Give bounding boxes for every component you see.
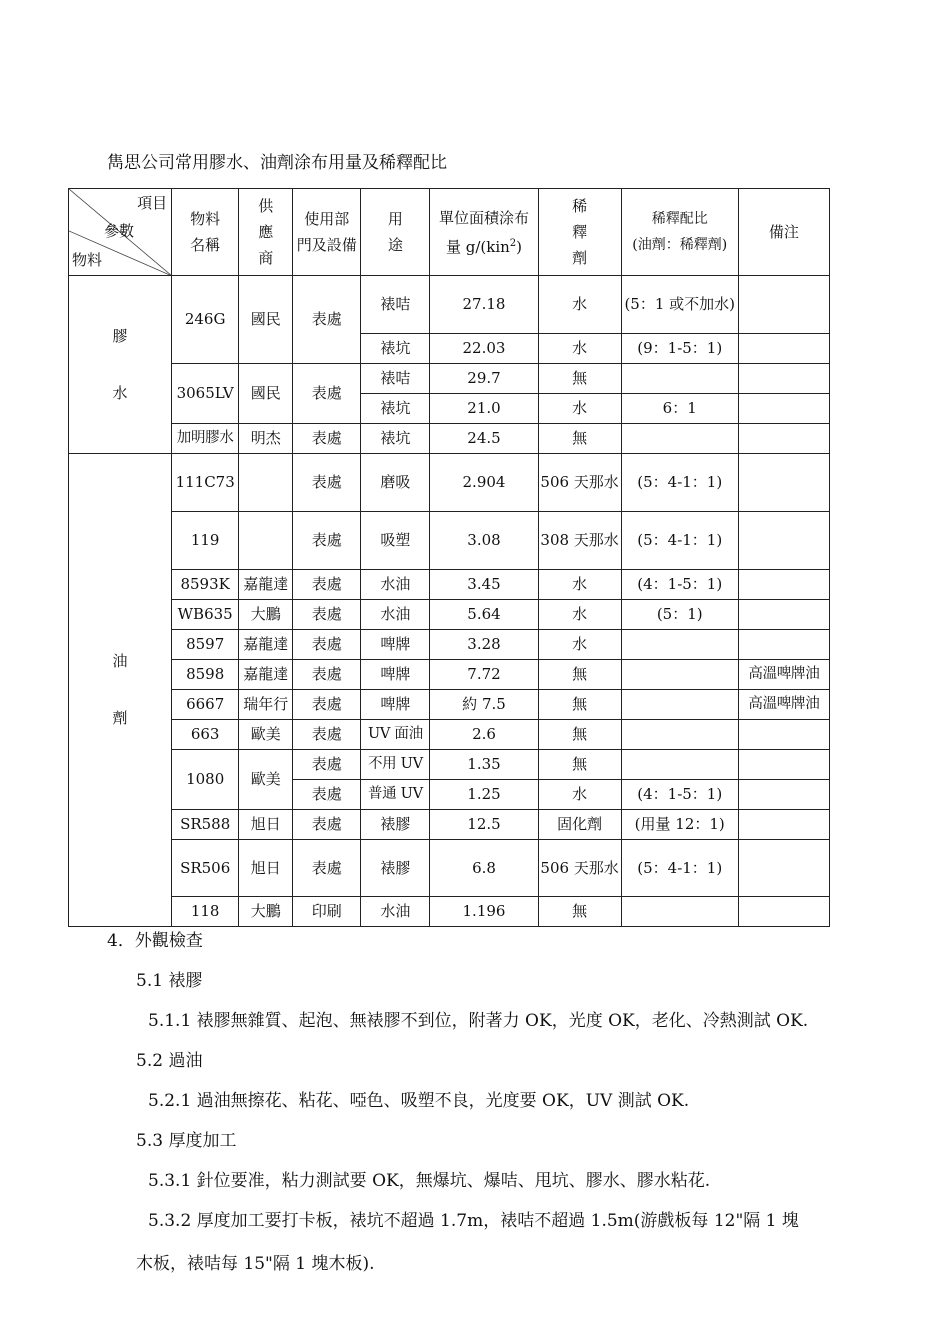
cell-supplier: [239, 512, 293, 570]
cell-note: [738, 394, 829, 424]
cell-dept: 表處: [293, 690, 361, 720]
cell-diluent: 水: [538, 276, 621, 334]
cell-dept: 表處: [293, 600, 361, 630]
cell-dept: 表處: [293, 660, 361, 690]
cell-name: WB635: [172, 600, 239, 630]
header-amount: 單位面積涂布 量 g/(kin$^2$): [430, 189, 538, 276]
cell-dept: 表處: [293, 570, 361, 600]
table-row: [69, 364, 830, 394]
cell-note: [738, 512, 829, 570]
cell-use: 吸塑: [361, 512, 430, 570]
cell-note: 高溫啤牌油: [738, 690, 829, 720]
table-row: [69, 276, 830, 334]
cell-use: 裱膠: [361, 840, 430, 897]
cell-note: [738, 630, 829, 660]
table-row: [69, 750, 830, 780]
cell-name: 8597: [172, 630, 239, 660]
cell-dept: 表處: [293, 750, 361, 780]
cell-dept: 表處: [293, 720, 361, 750]
cell-amount: 3.08: [430, 512, 538, 570]
cell-supplier: 歐美: [239, 750, 293, 810]
cell-use: 水油: [361, 897, 430, 927]
cell-amount: 約 7.5: [430, 690, 538, 720]
table-row: [69, 600, 830, 630]
cell-diluent: 無: [538, 750, 621, 780]
cell-ratio: [621, 364, 738, 394]
cell-ratio: (4：1-5：1): [621, 780, 738, 810]
cell-supplier: 嘉龍達: [239, 660, 293, 690]
cell-ratio: [621, 660, 738, 690]
header-department: 使用部 門及設備: [293, 189, 361, 276]
cell-dept: 表處: [293, 630, 361, 660]
cell-dept: 表處: [293, 454, 361, 512]
cell-diluent: 無: [538, 897, 621, 927]
cell-note: [738, 720, 829, 750]
cell-supplier: [239, 454, 293, 512]
table-header-row: [69, 189, 830, 276]
cell-diluent: 無: [538, 364, 621, 394]
cell-use: 水油: [361, 600, 430, 630]
cell-use: 啤牌: [361, 660, 430, 690]
cell-note: [738, 897, 829, 927]
cell-ratio: [621, 897, 738, 927]
cell-note: [738, 750, 829, 780]
header-material-label: 物料: [72, 251, 103, 269]
cell-ratio: (5：4-1：1): [621, 840, 738, 897]
cell-dept: 表處: [293, 424, 361, 454]
cell-amount: 27.18: [430, 276, 538, 334]
section-4-heading: 4．外觀檢查: [107, 931, 203, 951]
cell-ratio: 6：1: [621, 394, 738, 424]
cell-ratio: (用量 12：1): [621, 810, 738, 840]
cell-use: 啤牌: [361, 630, 430, 660]
cell-diluent: 水: [538, 780, 621, 810]
cell-dept: 表處: [293, 810, 361, 840]
cell-diluent: 無: [538, 690, 621, 720]
cell-supplier: 瑞年行: [239, 690, 293, 720]
cell-ratio: [621, 630, 738, 660]
cell-use: 裱咭: [361, 276, 430, 334]
cell-diluent: 506 天那水: [538, 840, 621, 897]
cell-dept: 表處: [293, 780, 361, 810]
cell-use: 水油: [361, 570, 430, 600]
cell-amount: 2.904: [430, 454, 538, 512]
usage-table: [68, 188, 830, 927]
table-row: [69, 512, 830, 570]
cell-use: 啤牌: [361, 690, 430, 720]
cell-diluent: 506 天那水: [538, 454, 621, 512]
cell-amount: 29.7: [430, 364, 538, 394]
cell-note: [738, 364, 829, 394]
cell-note: [738, 334, 829, 364]
cell-amount: 5.64: [430, 600, 538, 630]
cell-dept: 表處: [293, 364, 361, 424]
cell-diluent: 水: [538, 334, 621, 364]
cell-diluent: 水: [538, 570, 621, 600]
cell-amount: 1.25: [430, 780, 538, 810]
cell-note: [738, 276, 829, 334]
cell-use: 裱膠: [361, 810, 430, 840]
cell-ratio: [621, 690, 738, 720]
cell-amount: 22.03: [430, 334, 538, 364]
header-diluent: 稀 釋 劑: [538, 189, 621, 276]
cell-amount: 3.45: [430, 570, 538, 600]
cell-dept: 表處: [293, 276, 361, 364]
cell-amount: 1.35: [430, 750, 538, 780]
cell-diluent: 水: [538, 394, 621, 424]
cell-name: SR588: [172, 810, 239, 840]
cell-note: [738, 600, 829, 630]
cell-note: [738, 570, 829, 600]
cell-amount: 7.72: [430, 660, 538, 690]
cell-diluent: 無: [538, 720, 621, 750]
cell-supplier: 嘉龍達: [239, 630, 293, 660]
cell-note: [738, 424, 829, 454]
table-row: [69, 897, 830, 927]
cell-use: 裱坑: [361, 394, 430, 424]
section-5-2-1-text: 5.2.1 過油無擦花、粘花、啞色、吸塑不良，光度要 OK，UV 測試 OK.: [148, 1091, 690, 1111]
cell-note: [738, 454, 829, 512]
cell-name: 663: [172, 720, 239, 750]
cell-ratio: [621, 750, 738, 780]
cell-diluent: 無: [538, 660, 621, 690]
cell-supplier: 國民: [239, 364, 293, 424]
cell-supplier: 國民: [239, 276, 293, 364]
cell-name: 8598: [172, 660, 239, 690]
cell-dept: 表處: [293, 512, 361, 570]
cell-use: 不用 UV: [361, 750, 430, 780]
cell-supplier: 旭日: [239, 840, 293, 897]
cell-supplier: 大鵬: [239, 600, 293, 630]
cell-diluent: 308 天那水: [538, 512, 621, 570]
table-row: [69, 424, 830, 454]
table-row: [69, 840, 830, 897]
cell-name: 3065LV: [172, 364, 239, 424]
cell-diluent: 固化劑: [538, 810, 621, 840]
cell-ratio: (5：4-1：1): [621, 454, 738, 512]
oil-group-label: 油 劑: [69, 454, 172, 927]
section-5-3-1-text: 5.3.1 針位要准，粘力測試要 OK，無爆坑、爆咭、甩坑、膠水、膠水粘花.: [148, 1171, 711, 1191]
cell-diluent: 無: [538, 424, 621, 454]
cell-name: SR506: [172, 840, 239, 897]
cell-diluent: 水: [538, 630, 621, 660]
cell-use: UV 面油: [361, 720, 430, 750]
cell-ratio: (9：1-5：1): [621, 334, 738, 364]
section-5-3-2-text-cont: 木板，裱咭每 15"隔 1 塊木板).: [136, 1254, 375, 1274]
cell-ratio: (4：1-5：1): [621, 570, 738, 600]
table-row: [69, 720, 830, 750]
cell-ratio: (5：4-1：1): [621, 512, 738, 570]
cell-name: 加明膠水: [172, 424, 239, 454]
cell-supplier: 大鵬: [239, 897, 293, 927]
section-5-2-heading: 5.2 過油: [136, 1051, 203, 1071]
cell-amount: 6.8: [430, 840, 538, 897]
cell-ratio: [621, 720, 738, 750]
table-row: [69, 660, 830, 690]
header-param-label: 參數: [104, 222, 135, 240]
cell-name: 6667: [172, 690, 239, 720]
header-item-label: 項目: [137, 194, 168, 212]
cell-note: [738, 780, 829, 810]
table-row: [69, 454, 830, 512]
cell-supplier: 嘉龍達: [239, 570, 293, 600]
section-5-1-1-text: 5.1.1 裱膠無雜質、起泡、無裱膠不到位，附著力 OK，光度 OK，老化、冷熱測試 OK.: [148, 1011, 809, 1031]
table-row: [69, 630, 830, 660]
section-5-3-2-text: 5.3.2 厚度加工要打卡板，裱坑不超過 1.7m，裱咭不超過 1.5m(游戲板每 12"隔 1 塊: [148, 1211, 799, 1231]
section-5-1-heading: 5.1 裱膠: [136, 971, 203, 991]
cell-supplier: 旭日: [239, 810, 293, 840]
cell-name: 246G: [172, 276, 239, 364]
table-row: [69, 570, 830, 600]
header-supplier: 供 應 商: [239, 189, 293, 276]
cell-use: 裱咭: [361, 364, 430, 394]
cell-name: 111C73: [172, 454, 239, 512]
cell-supplier: 歐美: [239, 720, 293, 750]
header-ratio: 稀釋配比 (油劑：稀釋劑): [621, 189, 738, 276]
header-note: 備注: [738, 189, 829, 276]
cell-ratio: [621, 424, 738, 454]
cell-ratio: (5：1): [621, 600, 738, 630]
cell-note: [738, 840, 829, 897]
cell-dept: 表處: [293, 840, 361, 897]
cell-use: 磨吸: [361, 454, 430, 512]
glue-group-label: 膠 水: [69, 276, 172, 454]
cell-amount: 1.196: [430, 897, 538, 927]
cell-name: 8593K: [172, 570, 239, 600]
cell-use: 普通 UV: [361, 780, 430, 810]
cell-use: 裱坑: [361, 334, 430, 364]
cell-name: 118: [172, 897, 239, 927]
cell-amount: 2.6: [430, 720, 538, 750]
cell-diluent: 水: [538, 600, 621, 630]
section-5-3-heading: 5.3 厚度加工: [136, 1131, 237, 1151]
cell-ratio: (5：1 或不加水): [621, 276, 738, 334]
table-row: [69, 690, 830, 720]
header-use: 用 途: [361, 189, 430, 276]
table-row: [69, 810, 830, 840]
cell-amount: 24.5: [430, 424, 538, 454]
cell-amount: 3.28: [430, 630, 538, 660]
cell-use: 裱坑: [361, 424, 430, 454]
cell-note: [738, 810, 829, 840]
cell-name: 119: [172, 512, 239, 570]
cell-amount: 12.5: [430, 810, 538, 840]
page-title: 雋思公司常用膠水、油劑涂布用量及稀釋配比: [107, 153, 447, 173]
diagonal-header-cell: [69, 189, 172, 276]
cell-amount: 21.0: [430, 394, 538, 424]
cell-dept: 印刷: [293, 897, 361, 927]
cell-note: 高溫啤牌油: [738, 660, 829, 690]
cell-supplier: 明杰: [239, 424, 293, 454]
header-material-name: 物料 名稱: [172, 189, 239, 276]
cell-name: 1080: [172, 750, 239, 810]
